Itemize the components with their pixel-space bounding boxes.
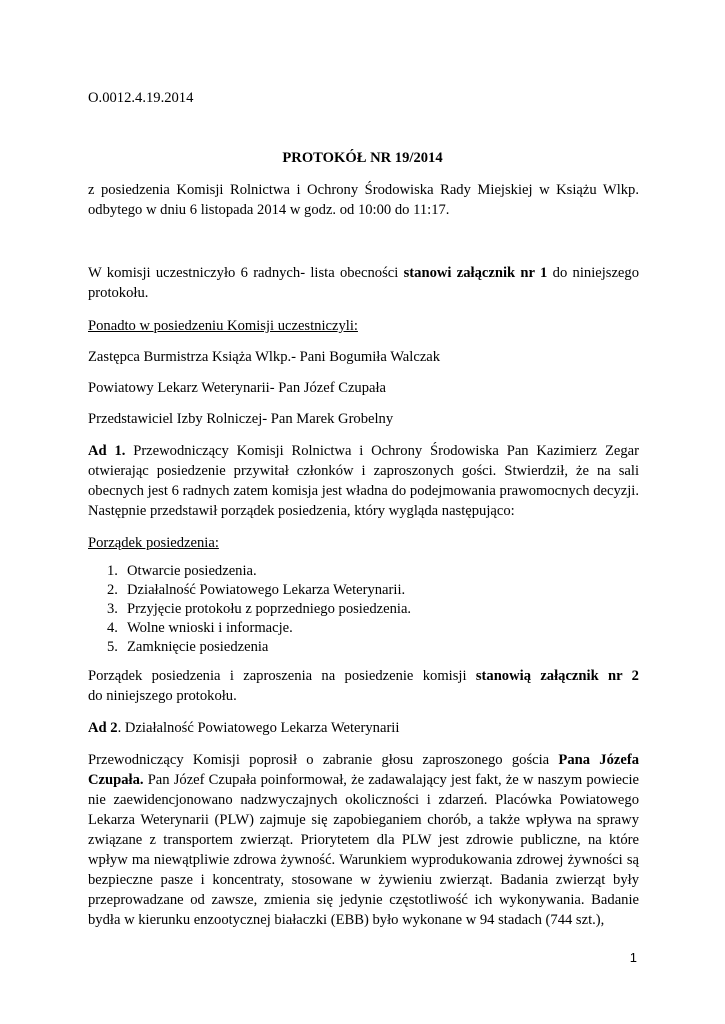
ad1-line-2: otwierając posiedzenie przywitał członków i zaproszonych gości. Stwierdził, że na sali [88, 463, 639, 479]
title-text: PROTOKÓŁ NR 19/2014 [282, 150, 443, 166]
para-line-1 [88, 750, 639, 770]
para-line-3: nie zaewidencjonowano nadzwyczajnych okoliczności i zdarzeń. Placówka Powiatowego [88, 792, 639, 808]
ad2-label: Ad 2 [88, 720, 118, 736]
ad2-title: . Działalność Powiatowego Lekarza Weterynarii [117, 720, 400, 736]
agenda-item-text: Przyjęcie protokołu z poprzedniego posiedzenia. [127, 601, 412, 617]
para-line-6: wpływ ma niewątpliwie zdrowa żywność. Warunkiem wyprodukowania zdrowej żywności są [88, 852, 639, 868]
attachment-2-line [88, 666, 639, 686]
intro-line-1: z posiedzenia Komisji Rolnictwa i Ochrony Środowiska Rady Miejskiej w Książu Wlkp. [88, 182, 639, 198]
ad1-text: Przewodniczący Komisji Rolnictwa i Ochrony Środowiska Pan Kazimierz Zegar [125, 443, 639, 459]
para-line-5: związane z transportem zwierząt. Priorytetem dla PLW jest zdrowie publiczne, na które [88, 832, 639, 848]
agenda-heading: Porządek posiedzenia: [88, 535, 219, 551]
para-text: Pan Józef Czupała poinformował, że zadawalający jest fakt, że w naszym powiecie [143, 772, 639, 788]
agenda-item [107, 599, 411, 619]
ad1-line-1 [88, 441, 639, 461]
para-bold: Pana Józefa [558, 752, 639, 768]
page-number: 1 [629, 950, 637, 965]
agenda-item-text: Działalność Powiatowego Lekarza Weterynarii. [127, 582, 406, 598]
guest-line-1: Zastępca Burmistrza Książa Wlkp.- Pani Bogumiła Walczak [88, 349, 441, 365]
ad1-line-3: obecnych jest 6 radnych zatem komisja jest władna do podejmowania prawomocnych decyzji. [88, 483, 639, 499]
agenda-item-number: 1. [107, 563, 118, 579]
document-title [0, 148, 725, 168]
guest-line-3: Przedstawiciel Izby Rolniczej- Pan Marek Grobelny [88, 411, 394, 427]
attachment-1-line [88, 263, 639, 283]
agenda-item-text: Wolne wnioski i informacje. [127, 620, 293, 636]
agenda-item-number: 4. [107, 620, 118, 636]
attachment-1-line-2: protokołu. [88, 285, 149, 301]
agenda-item-number: 3. [107, 601, 118, 617]
agenda-item [107, 637, 268, 657]
guests-heading: Ponadto w posiedzeniu Komisji uczestniczyli: [88, 318, 358, 334]
agenda-item [107, 580, 405, 600]
agenda-item-number: 5. [107, 639, 118, 655]
para-line-2 [88, 770, 639, 790]
agenda-item [107, 618, 293, 638]
para-line-7: bezpieczne pasze i koncentraty, stosowane w żywieniu zwierząt. Badania zwierząt były [88, 872, 639, 888]
para-line-9: bydła w kierunku enzootycznej białaczki (EBB) było wykonane w 94 stadach (744 szt.), [88, 912, 605, 928]
para-line-4: Lekarza Weterynarii (PLW) zajmuje się zapobieganiem chorób, a także wpływa na sprawy [88, 812, 639, 828]
document-reference: O.0012.4.19.2014 [88, 90, 194, 106]
para-text: Przewodniczący Komisji poprosił o zabranie głosu zaproszonego gościa [88, 752, 559, 768]
attachment-2-bold: stanowią załącznik nr 2 [475, 668, 639, 684]
attachment-1-text: W komisji uczestniczyło 6 radnych- lista obecności [88, 265, 404, 281]
intro-line-2: odbytego w dniu 6 listopada 2014 w godz. od 10:00 do 11:17. [88, 202, 450, 218]
agenda-item-number: 2. [107, 582, 118, 598]
agenda-item-text: Zamknięcie posiedzenia [127, 639, 269, 655]
para-bold: Czupała. [88, 772, 144, 788]
ad1-line-4: Następnie przedstawił porządek posiedzenia, który wygląda następująco: [88, 503, 515, 519]
ad2-heading [88, 718, 639, 738]
agenda-item [107, 561, 257, 581]
attachment-1-bold: stanowi załącznik nr 1 [403, 265, 548, 281]
attachment-2-line-2: do niniejszego protokołu. [88, 688, 237, 704]
attachment-1-suffix: do niniejszego [547, 265, 640, 281]
guest-line-2: Powiatowy Lekarz Weterynarii- Pan Józef Czupała [88, 380, 387, 396]
agenda-item-text: Otwarcie posiedzenia. [127, 563, 257, 579]
attachment-2-text: Porządek posiedzenia i zaproszenia na posiedzenie komisji [88, 668, 476, 684]
ad1-label: Ad 1. [88, 443, 126, 459]
para-line-8: przeprowadzane od zawsze, zmienia się jedynie częstotliwość ich wykonywania. Badanie [88, 892, 639, 908]
